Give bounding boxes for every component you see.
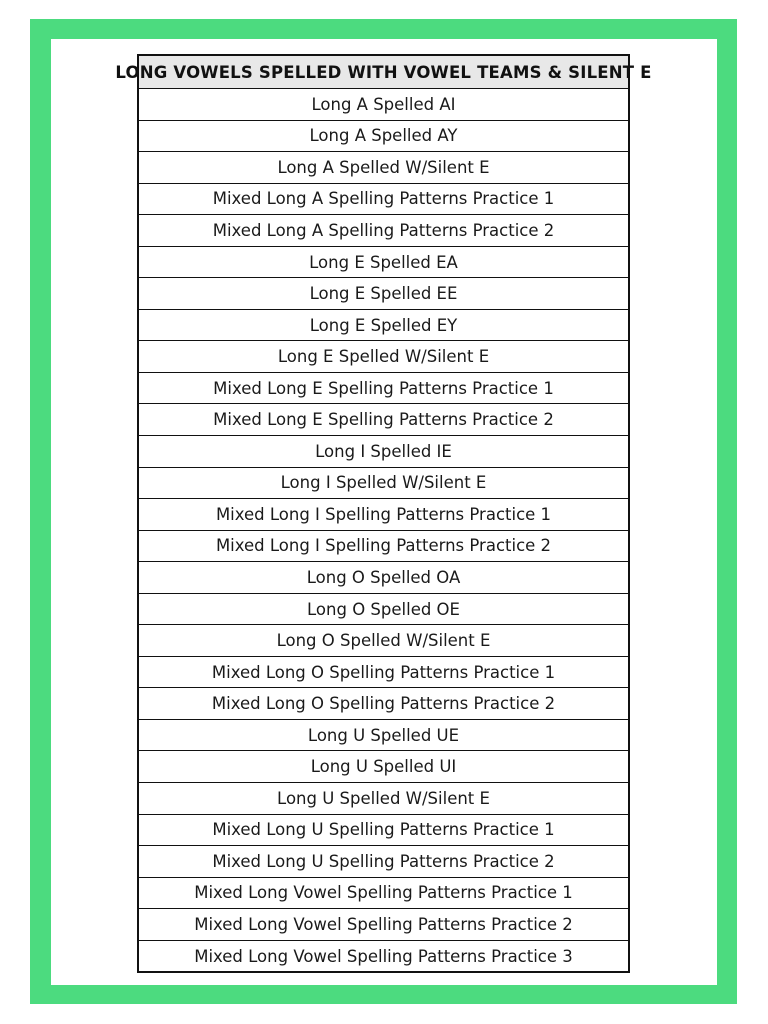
table-row: Mixed Long I Spelling Patterns Practice 2 <box>139 530 628 562</box>
table-row: Mixed Long O Spelling Patterns Practice 2 <box>139 687 628 719</box>
table-row: Long A Spelled AY <box>139 120 628 152</box>
table-row: Long O Spelled OE <box>139 593 628 625</box>
table-row: Long E Spelled EE <box>139 277 628 309</box>
table-row: Mixed Long E Spelling Patterns Practice 2 <box>139 403 628 435</box>
table-row: Long A Spelled W/Silent E <box>139 151 628 183</box>
table-row: Mixed Long Vowel Spelling Patterns Practice 1 <box>139 877 628 909</box>
table-row: Mixed Long I Spelling Patterns Practice 1 <box>139 498 628 530</box>
table-header: LONG VOWELS SPELLED WITH VOWEL TEAMS & SILENT E <box>139 56 628 88</box>
table-row: Long E Spelled EA <box>139 246 628 278</box>
contents-table <box>115 54 652 973</box>
table-row: Long E Spelled EY <box>139 309 628 341</box>
table-row: Mixed Long Vowel Spelling Patterns Practice 2 <box>139 908 628 940</box>
table-row: Long I Spelled IE <box>139 435 628 467</box>
table-row: Long U Spelled UI <box>139 750 628 782</box>
table-row: Mixed Long O Spelling Patterns Practice 1 <box>139 656 628 688</box>
table-row: Mixed Long Vowel Spelling Patterns Practice 3 <box>139 940 628 972</box>
table-row: Mixed Long A Spelling Patterns Practice 1 <box>139 183 628 215</box>
table-row: Mixed Long U Spelling Patterns Practice 2 <box>139 845 628 877</box>
table-row: Long U Spelled UE <box>139 719 628 751</box>
table-row: Mixed Long U Spelling Patterns Practice 1 <box>139 814 628 846</box>
table-body <box>139 88 628 971</box>
table-row: Long I Spelled W/Silent E <box>139 467 628 499</box>
table-row: Long A Spelled AI <box>139 88 628 120</box>
table-row: Long E Spelled W/Silent E <box>139 340 628 372</box>
table-row: Long O Spelled OA <box>139 561 628 593</box>
table-row: Long U Spelled W/Silent E <box>139 782 628 814</box>
table-row: Long O Spelled W/Silent E <box>139 624 628 656</box>
table-row: Mixed Long E Spelling Patterns Practice 1 <box>139 372 628 404</box>
table-row: Mixed Long A Spelling Patterns Practice 2 <box>139 214 628 246</box>
